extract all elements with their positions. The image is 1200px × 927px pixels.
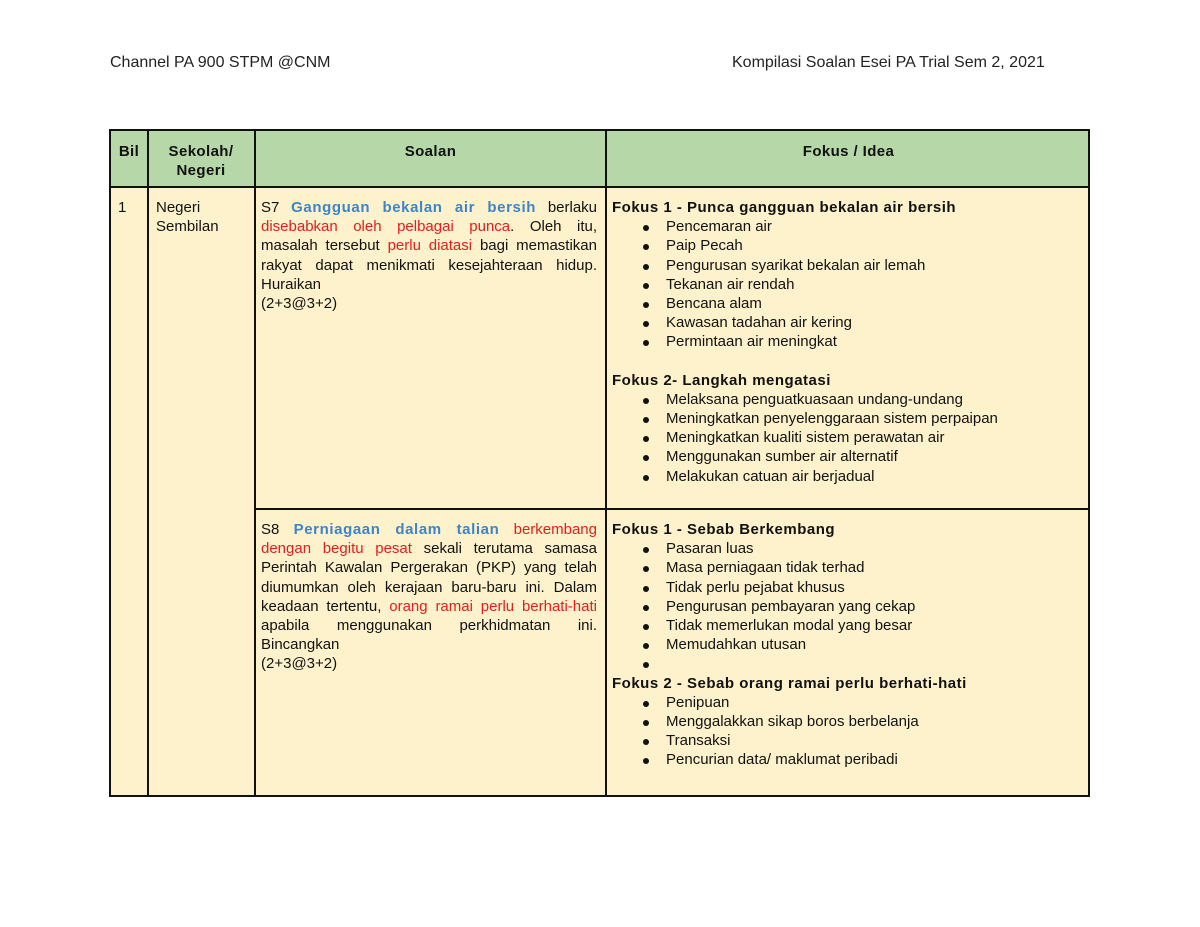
list-item: Tidak memerlukan modal yang besar bbox=[612, 616, 1088, 635]
list-item: Meningkatkan penyelenggaraan sistem perpaipan bbox=[612, 409, 1088, 428]
list-item: Melakukan catuan air berjadual bbox=[612, 467, 1088, 486]
focus-title: Fokus 2 - Sebab orang ramai perlu berhati-hati bbox=[612, 674, 967, 692]
question-emphasis: disebabkan oleh pelbagai punca bbox=[261, 218, 511, 236]
question-emphasis: orang ramai perlu berhati-hati bbox=[389, 597, 597, 615]
header-right: Kompilasi Soalan Esei PA Trial Sem 2, 2021 bbox=[732, 54, 1045, 71]
list-item: Penipuan bbox=[612, 693, 1088, 712]
header-bil: Bil bbox=[118, 143, 140, 160]
question-text: sekali terutama samasa Perintah Kawalan Pergerakan (PKP) yang telah diumumkan oleh kerajaan baru-baru ini. Dalam keadaan tertentu, bbox=[261, 540, 598, 615]
header-fokus: Fokus / Idea bbox=[802, 143, 895, 160]
header-left: Channel PA 900 STPM @CNM bbox=[110, 54, 331, 71]
list-item: Paip Pecah bbox=[612, 236, 1088, 255]
list-item bbox=[612, 654, 1088, 673]
focus-s8 bbox=[612, 520, 1088, 770]
list-item: Tidak perlu pejabat khusus bbox=[612, 578, 1088, 597]
question-emphasis: perlu diatasi bbox=[387, 237, 473, 255]
row-divider bbox=[255, 508, 1088, 510]
question-code: S8 bbox=[261, 521, 280, 538]
list-item: Pengurusan syarikat bekalan air lemah bbox=[612, 256, 1088, 275]
bil-value: 1 bbox=[118, 199, 127, 216]
list-item: Bencana alam bbox=[612, 294, 1088, 313]
question-text: apabila menggunakan perkhidmatan ini. Bincangkan bbox=[261, 617, 597, 654]
focus-list bbox=[612, 693, 1088, 770]
focus-title: Fokus 1 - Punca gangguan bekalan air bersih bbox=[612, 199, 957, 216]
question-topic: Gangguan bekalan air bersih bbox=[291, 199, 537, 216]
header-sekolah: Sekolah/ Negeri bbox=[168, 143, 234, 179]
list-item: Masa perniagaan tidak terhad bbox=[612, 558, 1088, 577]
column-divider bbox=[147, 131, 149, 795]
question-topic: Perniagaan dalam talian bbox=[293, 521, 500, 538]
header-soalan: Soalan bbox=[404, 143, 457, 160]
question-s7 bbox=[261, 198, 597, 313]
list-item: Tekanan air rendah bbox=[612, 275, 1088, 294]
focus-title: Fokus 1 - Sebab Berkembang bbox=[612, 521, 836, 538]
focus-list bbox=[612, 390, 1088, 486]
list-item: Menggunakan sumber air alternatif bbox=[612, 447, 1088, 466]
focus-list bbox=[612, 539, 1088, 673]
list-item: Transaksi bbox=[612, 731, 1088, 750]
question-marks: (2+3@3+2) bbox=[261, 655, 338, 673]
list-item: Pencurian data/ maklumat peribadi bbox=[612, 750, 1088, 769]
list-item: Pengurusan pembayaran yang cekap bbox=[612, 597, 1088, 616]
question-text: . Oleh itu, masalah tersebut bbox=[261, 218, 597, 255]
focus-s7 bbox=[612, 198, 1088, 486]
column-divider bbox=[254, 131, 256, 795]
question-emphasis: berkembang dengan begitu pesat bbox=[261, 521, 597, 558]
list-item: Menggalakkan sikap boros berbelanja bbox=[612, 712, 1088, 731]
essay-table bbox=[109, 129, 1090, 797]
question-code: S7 bbox=[261, 199, 280, 216]
question-text: berlaku bbox=[547, 199, 598, 216]
focus-list bbox=[612, 217, 1088, 351]
column-divider bbox=[605, 131, 607, 795]
list-item: Permintaan air meningkat bbox=[612, 332, 1088, 351]
list-item: Memudahkan utusan bbox=[612, 635, 1088, 654]
negeri-value: Negeri Sembilan bbox=[156, 199, 219, 236]
question-text: bagi memastikan rakyat dapat menikmati kesejahteraan hidup. Huraikan bbox=[261, 237, 597, 293]
question-s8 bbox=[261, 520, 597, 674]
list-item: Pasaran luas bbox=[612, 539, 1088, 558]
list-item: Pencemaran air bbox=[612, 217, 1088, 236]
list-item: Kawasan tadahan air kering bbox=[612, 313, 1088, 332]
focus-title: Fokus 2- Langkah mengatasi bbox=[612, 371, 831, 389]
list-item: Meningkatkan kualiti sistem perawatan air bbox=[612, 428, 1088, 447]
question-marks: (2+3@3+2) bbox=[261, 295, 338, 313]
list-item: Melaksana penguatkuasaan undang-undang bbox=[612, 390, 1088, 409]
